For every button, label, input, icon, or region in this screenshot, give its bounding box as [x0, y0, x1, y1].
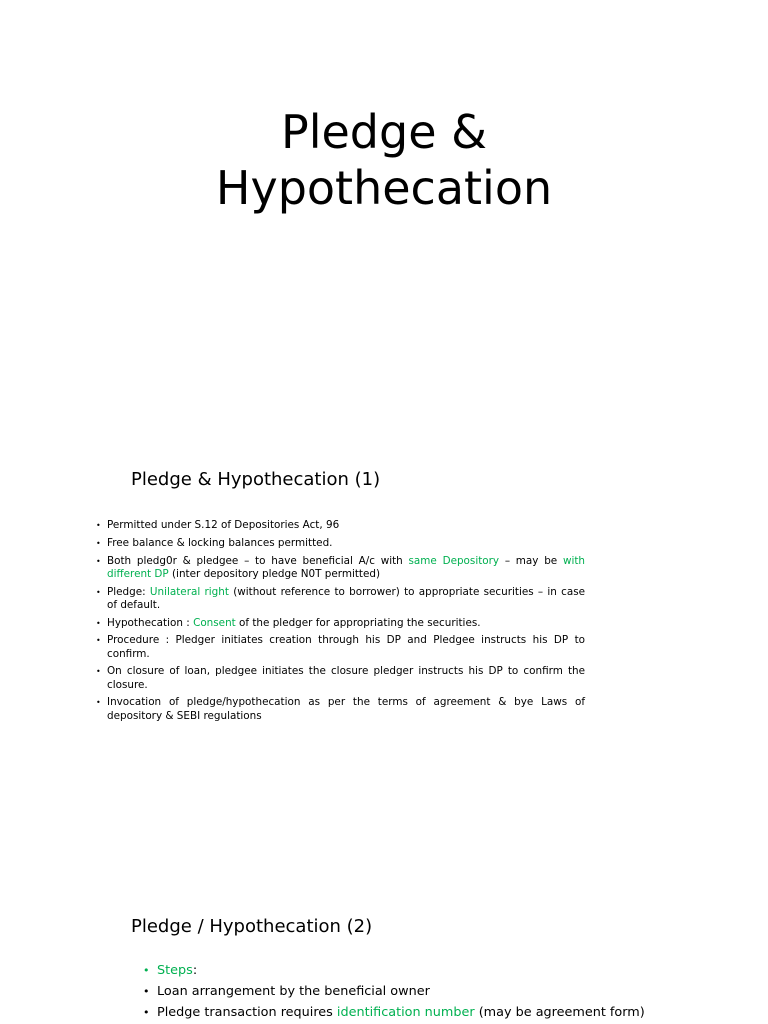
list-item: • Free balance & locking balances permitted.: [95, 537, 585, 550]
list-item: • Loan arrangement by the beneficial owner: [143, 981, 743, 1002]
bullet-list-2: [143, 960, 743, 1023]
list-item: • Invocation of pledge/hypothecation as per the terms of agreement & bye Laws of depository & SEBI regulations: [95, 696, 585, 722]
highlight-text: Steps: [157, 963, 193, 978]
highlight-text: same Depository: [408, 554, 500, 567]
highlight-text: Unilateral right: [149, 585, 229, 598]
list-item: • On closure of loan, pledgee initiates the closure pledger instructs his DP to confirm the closure.: [95, 665, 585, 691]
slide-title: [0, 104, 768, 216]
list-item: • Both pledg0r & pledgee – to have beneficial A/c with same Depository – may be with different DP (inter depository pledge N0T permitted): [95, 555, 585, 581]
section-heading-1: Pledge & Hypothecation (1): [131, 469, 381, 490]
bullet-list-1: [95, 519, 585, 727]
list-item: • Permitted under S.12 of Depositories Act, 96: [95, 519, 585, 532]
list-item: • Hypothecation : Consent of the pledger for appropriating the securities.: [95, 617, 585, 630]
list-item: • Pledge: Unilateral right (without reference to borrower) to appropriate securities – in case of default.: [95, 586, 585, 612]
list-item: • Pledge transaction requires identification number (may be agreement form): [143, 1002, 743, 1023]
slide-title-line-1: Pledge &: [280, 105, 487, 159]
highlight-text: Consent: [193, 616, 236, 629]
highlight-text: with different DP: [107, 554, 585, 580]
list-item: • Procedure : Pledger initiates creation through his DP and Pledgee instructs his DP to confirm.: [95, 634, 585, 660]
section-heading-2: Pledge / Hypothecation (2): [131, 916, 373, 937]
list-item: • Steps:: [143, 960, 743, 981]
highlight-text: identification number: [336, 1005, 475, 1020]
slide-title-line-2: Hypothecation: [215, 161, 553, 215]
